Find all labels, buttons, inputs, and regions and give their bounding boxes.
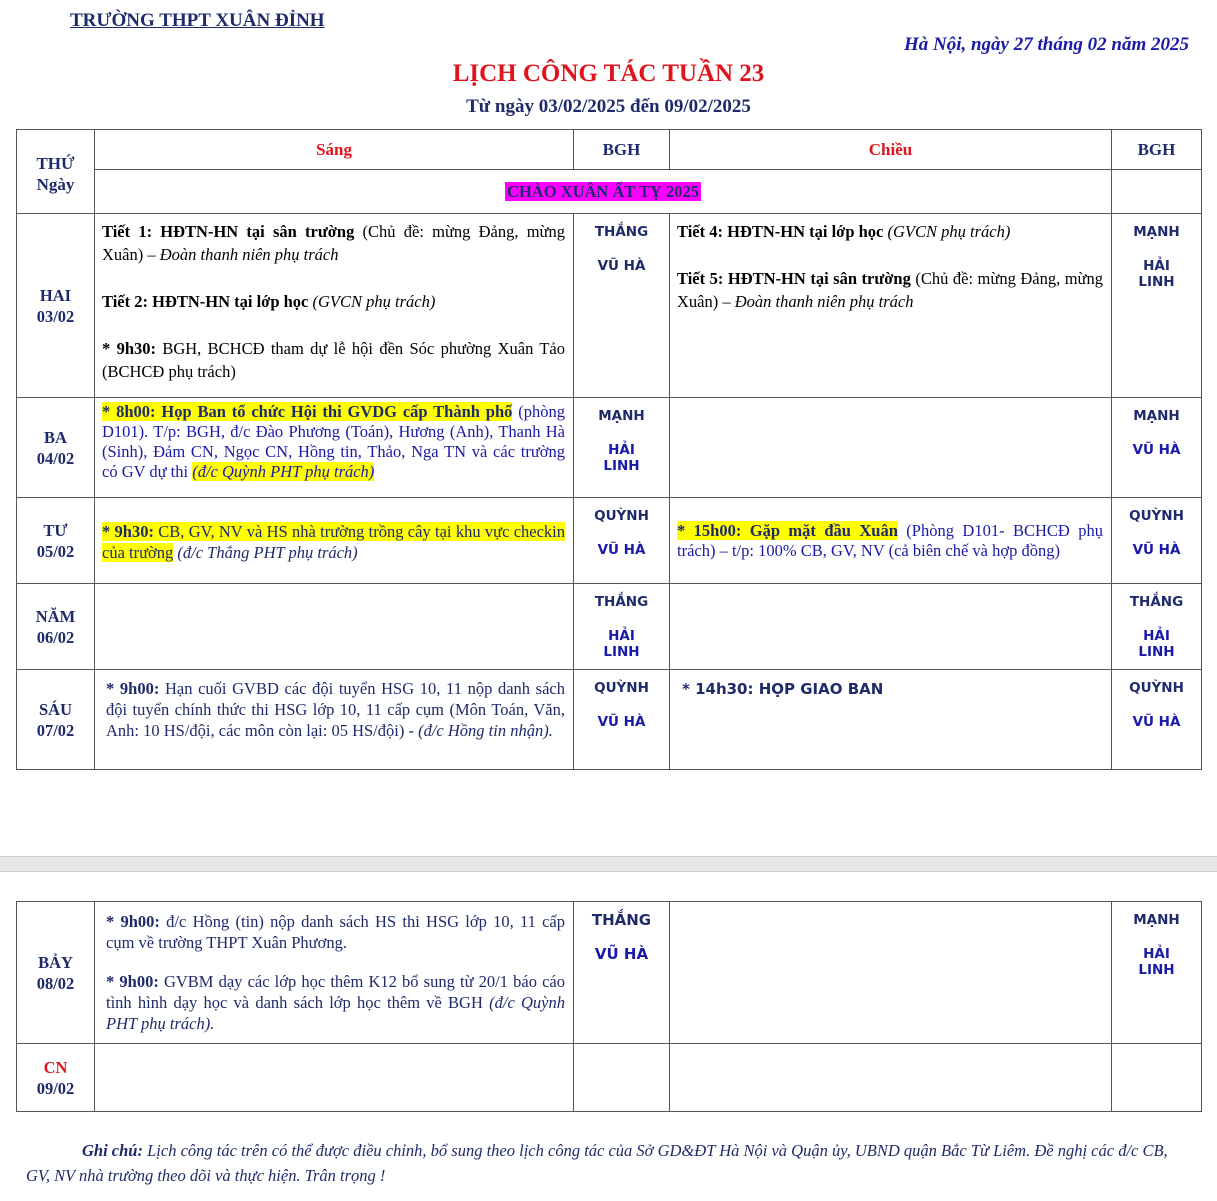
header-thu-ngay	[17, 130, 95, 214]
bgh-name: VŨ HÀ	[1132, 442, 1181, 458]
bay-morning	[95, 902, 574, 1044]
activity-owner: (đ/c Hồng tin nhận).	[418, 721, 553, 740]
activity-title: Tiết 5: HĐTN-HN tại sân trường	[677, 269, 911, 288]
day-date: 06/02	[36, 627, 75, 647]
header-chieu: Chiều	[670, 130, 1112, 170]
day-name: BẢY	[38, 952, 73, 972]
table-row	[17, 398, 1202, 498]
bgh-name: VŨ HÀ	[594, 945, 649, 963]
sau-bgh-morning	[574, 670, 670, 770]
bay-afternoon	[670, 902, 1112, 1044]
page-subtitle: Từ ngày 03/02/2025 đến 09/02/2025	[466, 96, 751, 117]
header-ngay: Ngày	[36, 174, 75, 194]
bgh-name: THẮNG	[1129, 594, 1184, 610]
activity-title: Tiết 4: HĐTN-HN tại lớp học	[677, 222, 884, 241]
nam-afternoon	[670, 584, 1112, 670]
day-bay	[17, 902, 95, 1044]
activity-time: * 9h00:	[106, 912, 160, 931]
bgh-name: HẢI LINH	[1138, 946, 1175, 978]
banner-empty-cell	[1112, 170, 1202, 214]
cn-morning	[95, 1044, 574, 1112]
bgh-name: MẠNH	[1133, 408, 1180, 424]
footer-note	[26, 1138, 1194, 1188]
bgh-name: THẮNG	[594, 594, 649, 610]
activity-text: (Chủ đề: mừng Đảng, mừng Xuân) –	[677, 269, 1103, 311]
activity-owner: Đoàn thanh niên phụ trách	[734, 292, 914, 311]
hai-bgh-afternoon	[1112, 214, 1202, 398]
activity-time: * 9h00:	[106, 679, 160, 698]
activity-owner: (GVCN phụ trách)	[308, 292, 436, 311]
activity-text: BGH, BCHCĐ tham dự lễ hội đền Sóc phường Xuân Tảo (BCHCĐ phụ trách)	[102, 339, 566, 381]
banner-cell	[95, 170, 1112, 214]
activity-owner: (đ/c Quỳnh PHT phụ trách).	[106, 993, 565, 1033]
sau-bgh-afternoon	[1112, 670, 1202, 770]
table-row	[17, 498, 1202, 584]
activity-text: (Phòng D101- BCHCĐ phụ trách) – t/p: 100% CB, GV, NV (cả biên chế và hợp đồng)	[677, 520, 1103, 560]
nam-bgh-morning	[574, 584, 670, 670]
activity-text: CB, GV, NV và HS nhà trường trồng cây tại khu vực checkin của trường	[102, 521, 565, 562]
header-bgh-am: BGH	[574, 130, 670, 170]
activity-title: * 14h30: HỌP GIAO BAN	[682, 680, 884, 698]
day-cn	[17, 1044, 95, 1112]
bgh-name: THẮNG	[591, 911, 652, 929]
day-tu	[17, 498, 95, 584]
bgh-name: MẠNH	[598, 408, 645, 424]
day-date: 09/02	[36, 1078, 75, 1098]
cn-bgh-morning	[574, 1044, 670, 1112]
bgh-name: VŨ HÀ	[1132, 542, 1181, 558]
bgh-name: HẢI LINH	[603, 628, 640, 660]
table-row	[17, 902, 1202, 1044]
bgh-name: VŨ HÀ	[597, 542, 646, 558]
bgh-name: MẠNH	[1133, 224, 1180, 240]
activity-time: * 9h30:	[102, 339, 157, 358]
bgh-name: HẢI LINH	[603, 442, 640, 474]
hai-bgh-morning	[574, 214, 670, 398]
banner-text: CHÀO XUÂN ẤT TỴ 2025	[507, 181, 699, 201]
activity-owner: Đoàn thanh niên phụ trách	[159, 245, 339, 264]
note-label: Ghi chú:	[82, 1141, 143, 1160]
ba-morning	[95, 398, 574, 498]
bay-bgh-morning	[574, 902, 670, 1044]
sau-morning	[95, 670, 574, 770]
bgh-name: QUỲNH	[594, 680, 649, 696]
tu-morning	[95, 498, 574, 584]
day-date: 04/02	[36, 448, 75, 468]
day-date: 03/02	[36, 306, 75, 326]
school-name: TRƯỜNG THPT XUÂN ĐỈNH	[70, 10, 325, 31]
header-sang: Sáng	[95, 130, 574, 170]
activity-title: * 15h00: Gặp mặt đầu Xuân	[677, 520, 898, 540]
ba-afternoon	[670, 398, 1112, 498]
cn-bgh-afternoon	[1112, 1044, 1202, 1112]
activity-title: * 8h00: Họp Ban tổ chức Hội thi GVDG cấp Thành phố	[102, 402, 513, 421]
activity-owner: (đ/c Thắng PHT phụ trách)	[173, 542, 358, 562]
bgh-name: MẠNH	[1133, 912, 1180, 928]
activity-text: GVBM dạy các lớp học thêm K12 bổ sung từ 20/1 báo cáo tình hình dạy học và danh sách lớp học thêm về BGH	[106, 972, 565, 1012]
day-date: 07/02	[36, 720, 75, 740]
schedule-table-top	[16, 129, 1202, 770]
activity-time: * 9h00:	[106, 972, 159, 991]
activity-text: Hạn cuối GVBD các đội tuyển HSG 10, 11 nộp danh sách đội tuyển chính thức thi HSG lớp 10, 11 cấp cụm (Môn Toán, Văn, Anh: 10 HS/đội, các môn còn lại: 05 HS/đội) -	[106, 679, 565, 740]
cn-afternoon	[670, 1044, 1112, 1112]
schedule-table-bottom	[16, 901, 1202, 1112]
day-name: BA	[44, 427, 67, 447]
nam-morning	[95, 584, 574, 670]
bgh-name: HẢI LINH	[1138, 258, 1175, 290]
bgh-name: QUỲNH	[594, 508, 649, 524]
tu-bgh-morning	[574, 498, 670, 584]
activity-text: (phòng D101). T/p: BGH, đ/c Đào Phương (Toán), Hương (Anh), Thanh Hà (Sinh), Đảm CN, Ngọc CN, Hồng tin, Thảo, Nga TN và các trường có GV dự thi	[102, 402, 565, 481]
day-hai	[17, 214, 95, 398]
tu-afternoon	[670, 498, 1112, 584]
table-row	[17, 670, 1202, 770]
activity-time: * 9h30:	[102, 521, 154, 541]
day-sau	[17, 670, 95, 770]
day-name: CN	[43, 1057, 68, 1077]
day-date: 08/02	[36, 973, 75, 993]
activity-title: Tiết 1: HĐTN-HN tại sân trường	[102, 222, 355, 241]
document-date: Hà Nội, ngày 27 tháng 02 năm 2025	[903, 34, 1189, 55]
table-row	[17, 584, 1202, 670]
bgh-name: QUỲNH	[1129, 680, 1184, 696]
header-bgh-pm: BGH	[1112, 130, 1202, 170]
hai-morning	[95, 214, 574, 398]
bgh-name: QUỲNH	[1129, 508, 1184, 524]
day-nam	[17, 584, 95, 670]
day-date: 05/02	[36, 541, 75, 561]
bgh-name: THẮNG	[594, 224, 649, 240]
activity-text: đ/c Hồng (tin) nộp danh sách HS thi HSG lớp 10, 11 cấp cụm về trường THPT Xuân Phương.	[106, 912, 565, 952]
day-ba	[17, 398, 95, 498]
activity-owner: (đ/c Quỳnh PHT phụ trách)	[192, 462, 375, 481]
day-name: NĂM	[35, 606, 76, 626]
header-thu: THỨ	[36, 153, 75, 173]
activity-text: (Chủ đề: mừng Đảng, mừng Xuân) –	[102, 222, 565, 264]
tu-bgh-afternoon	[1112, 498, 1202, 584]
bgh-name: VŨ HÀ	[1132, 714, 1181, 730]
bay-bgh-afternoon	[1112, 902, 1202, 1044]
sau-afternoon	[670, 670, 1112, 770]
table-row	[17, 1044, 1202, 1112]
bgh-name: HẢI LINH	[1138, 628, 1175, 660]
activity-owner: (GVCN phụ trách)	[883, 222, 1011, 241]
note-text: Lịch công tác trên có thể được điều chỉnh, bổ sung theo lịch công tác của Sở GD&ĐT Hà Nội và Quận ủy, UBND quận Bắc Từ Liêm. Đề nghị các đ/c CB, GV, NV nhà trường theo dõi và thực hiện. Trân trọng !	[26, 1141, 1168, 1185]
day-name: SÁU	[38, 699, 72, 719]
page-title: LỊCH CÔNG TÁC TUẦN 23	[452, 60, 765, 87]
ba-bgh-afternoon	[1112, 398, 1202, 498]
day-name: TƯ	[43, 520, 68, 540]
day-name: HAI	[39, 285, 72, 305]
bgh-name: VŨ HÀ	[597, 714, 646, 730]
bgh-name: VŨ HÀ	[597, 258, 646, 274]
table-row	[17, 214, 1202, 398]
page-divider	[0, 856, 1217, 872]
activity-title: Tiết 2: HĐTN-HN tại lớp học	[102, 292, 309, 311]
ba-bgh-morning	[574, 398, 670, 498]
hai-afternoon	[670, 214, 1112, 398]
nam-bgh-afternoon	[1112, 584, 1202, 670]
